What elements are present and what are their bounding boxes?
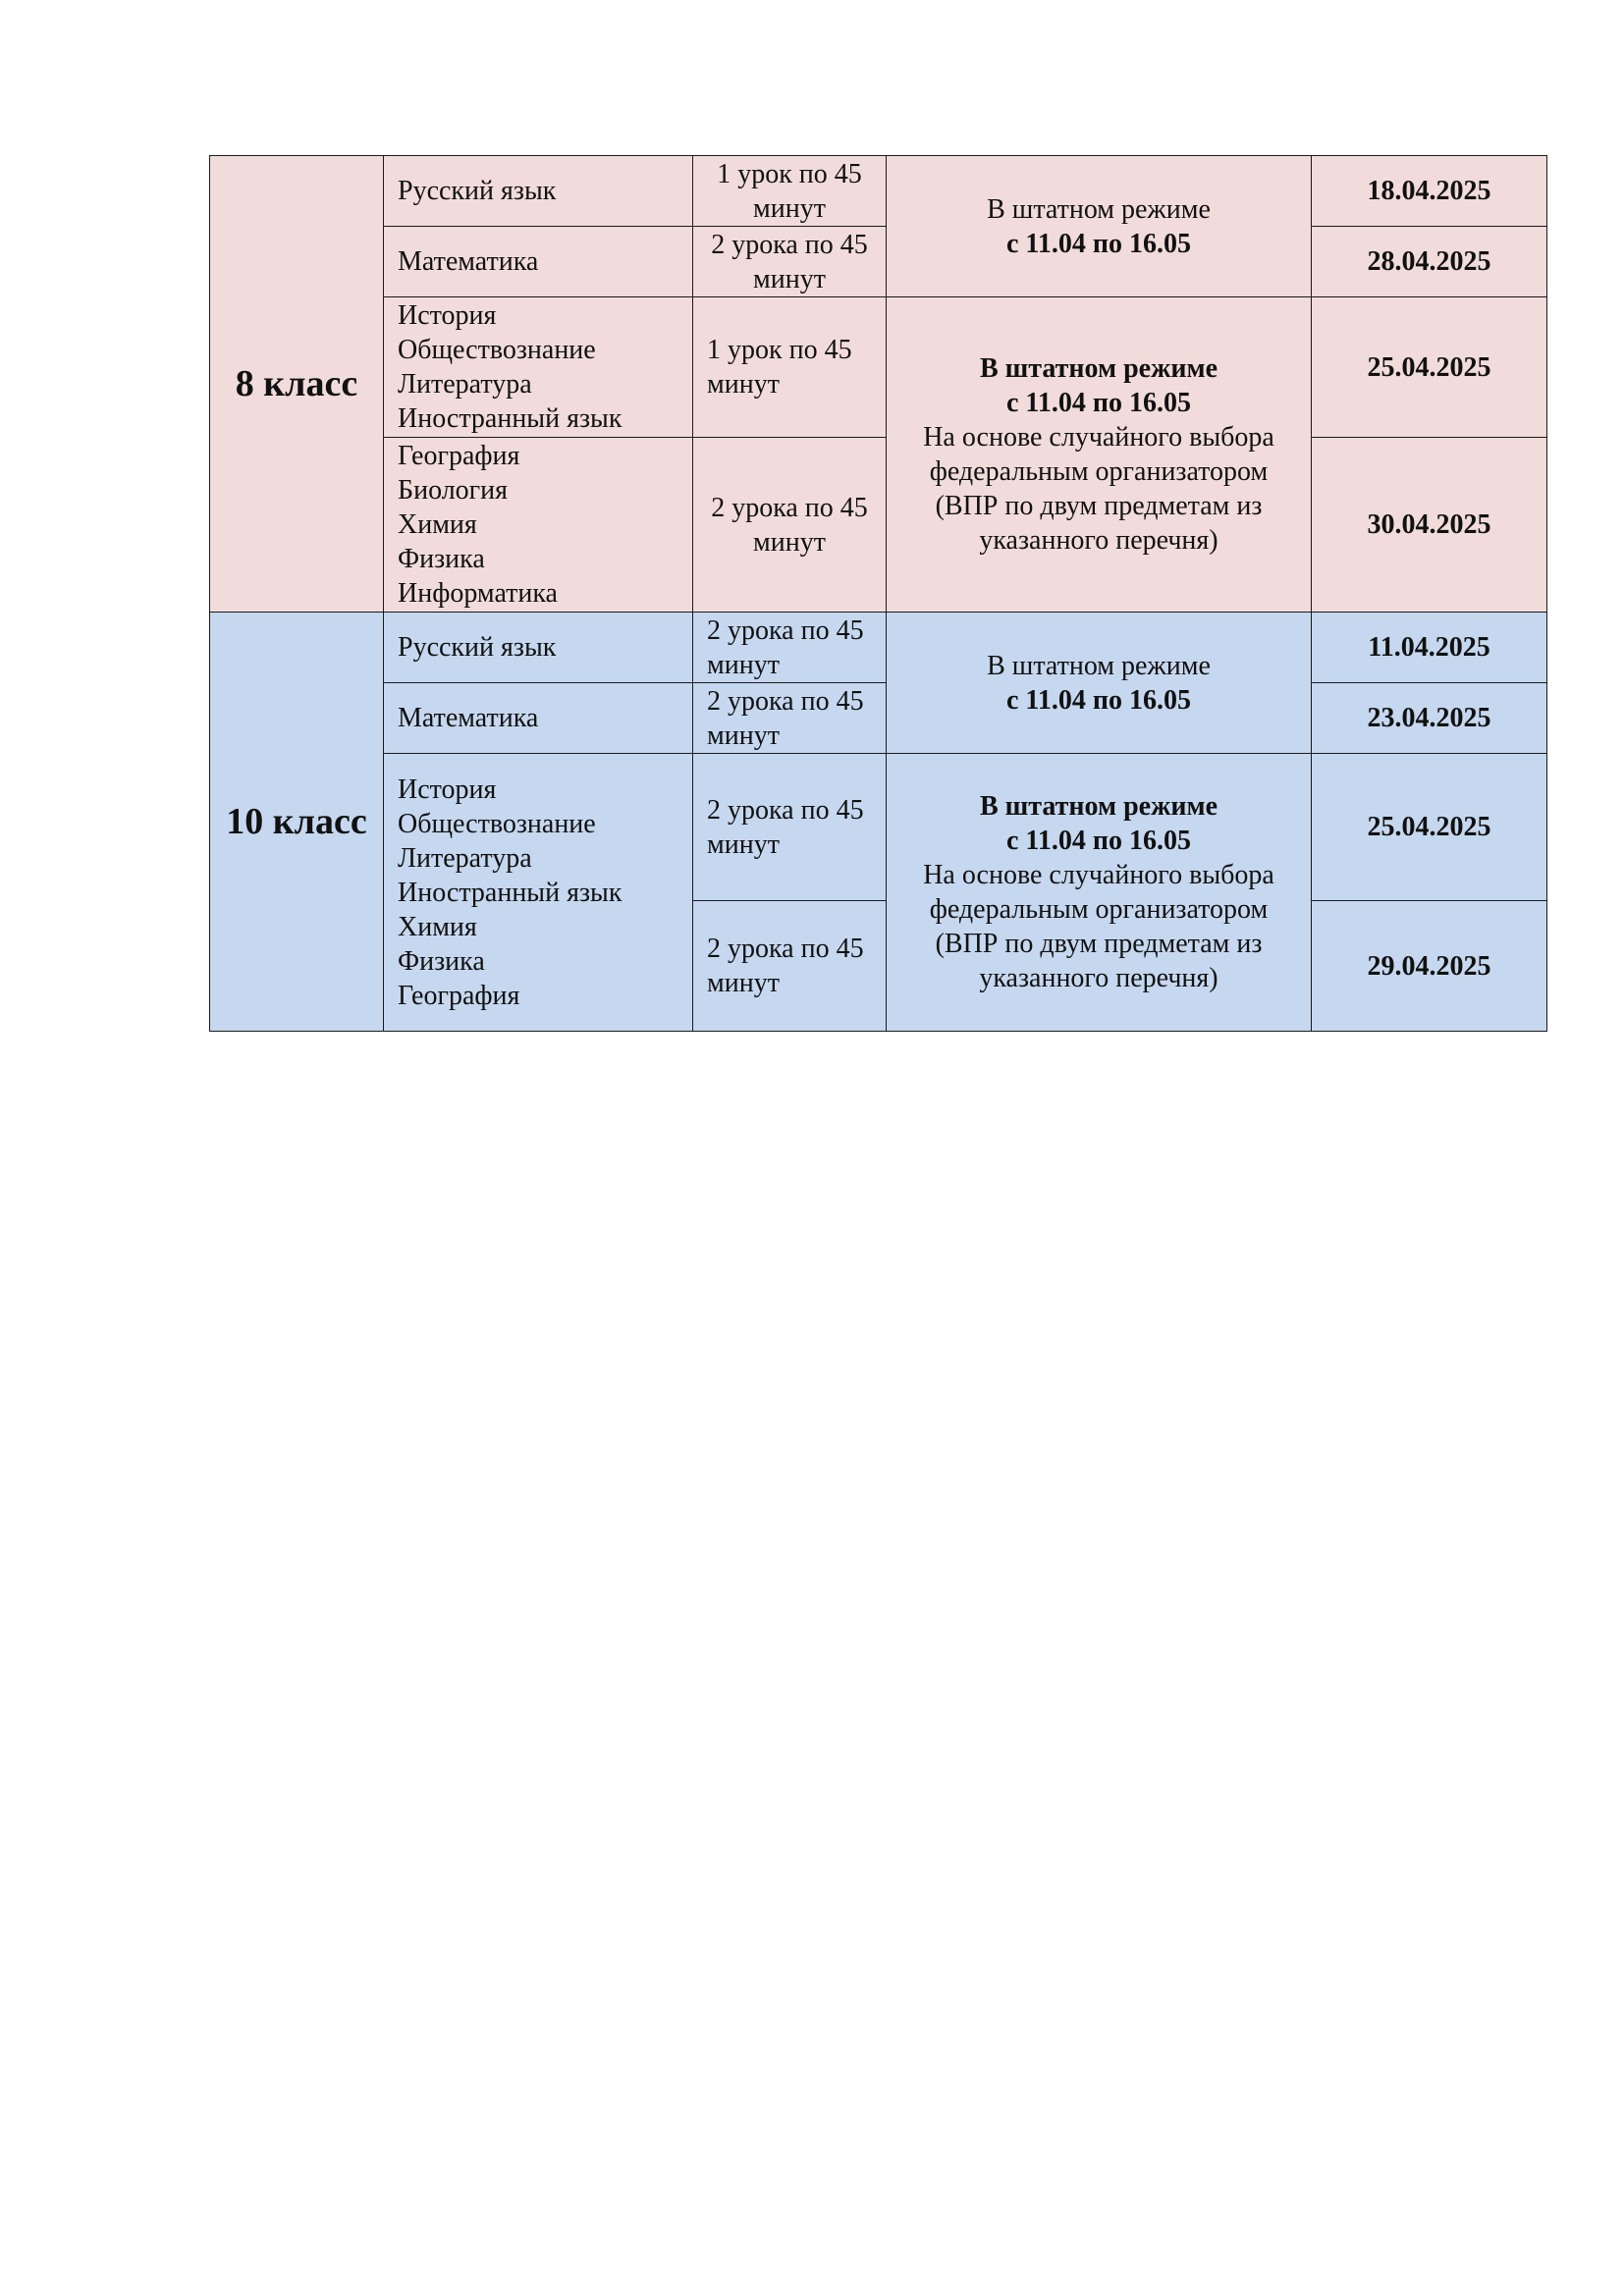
mode-period: с 11.04 по 16.05 <box>1005 684 1191 716</box>
mode-note: (ВПР по двум предметам из <box>935 491 1263 521</box>
date-cell: 30.04.2025 <box>1312 438 1547 613</box>
subject-name: Химия <box>398 509 477 540</box>
duration-cell: 2 урока по 45 минут <box>693 683 887 754</box>
duration-cell: 1 урок по 45 минут <box>693 297 887 438</box>
mode-note: На основе случайного выбора <box>923 860 1274 890</box>
mode-period: с 11.04 по 16.05 <box>1005 228 1191 259</box>
subject-name: Иностранный язык <box>398 403 623 434</box>
subject-cell <box>384 297 693 438</box>
mode-cell <box>887 613 1312 754</box>
subject-name: История <box>398 300 497 331</box>
subject-cell <box>384 683 693 754</box>
duration-cell: 2 урока по 45 минут <box>693 227 887 297</box>
subject-name: Обществознание <box>398 335 596 365</box>
duration-cell: 2 урока по 45 минут <box>693 438 887 613</box>
vpr-schedule-table <box>209 155 1547 1032</box>
subject-name: Литература <box>398 842 532 874</box>
subject-name: Химия <box>398 911 477 942</box>
table-row <box>210 438 1547 613</box>
table-row <box>210 156 1547 227</box>
table-row <box>210 297 1547 438</box>
subject-cell <box>384 227 693 297</box>
mode-period: с 11.04 по 16.05 <box>1005 826 1191 856</box>
grade-label: 8 класс <box>210 156 384 613</box>
mode-period: с 11.04 по 16.05 <box>1005 388 1191 418</box>
subject-cell <box>384 613 693 683</box>
mode-note: федеральным организатором <box>929 894 1269 925</box>
table-row <box>210 227 1547 297</box>
date-cell: 25.04.2025 <box>1312 297 1547 438</box>
duration-cell: 2 урока по 45 минут <box>693 613 887 683</box>
date-cell: 18.04.2025 <box>1312 156 1547 227</box>
mode-text: В штатном режиме <box>979 791 1218 822</box>
mode-text: В штатном режиме <box>987 650 1211 681</box>
date-cell: 28.04.2025 <box>1312 227 1547 297</box>
mode-text: В штатном режиме <box>979 353 1218 384</box>
subject-name: Информатика <box>398 578 558 609</box>
date-cell: 29.04.2025 <box>1312 901 1547 1032</box>
subject-name: География <box>398 980 520 1011</box>
duration-cell: 2 урока по 45 минут <box>693 754 887 901</box>
subject-name: Русский язык <box>398 176 557 206</box>
subject-cell <box>384 754 693 1032</box>
subject-name: Обществознание <box>398 808 596 839</box>
mode-note: указанного перечня) <box>979 963 1218 993</box>
subject-name: История <box>398 774 497 805</box>
subject-name: География <box>398 441 520 471</box>
subject-name: Математика <box>398 246 539 277</box>
subject-name: Литература <box>398 369 532 400</box>
grade-label: 10 класс <box>210 613 384 1032</box>
mode-cell <box>887 297 1312 613</box>
date-cell: 23.04.2025 <box>1312 683 1547 754</box>
mode-cell <box>887 156 1312 297</box>
mode-note: федеральным организатором <box>929 456 1269 487</box>
subject-cell <box>384 438 693 613</box>
mode-note: На основе случайного выбора <box>923 422 1274 453</box>
duration-cell: 1 урок по 45 минут <box>693 156 887 227</box>
date-cell: 25.04.2025 <box>1312 754 1547 901</box>
subject-name: Русский язык <box>398 632 557 663</box>
table-row <box>210 613 1547 683</box>
date-cell: 11.04.2025 <box>1312 613 1547 683</box>
subject-name: Физика <box>398 544 485 574</box>
table-row <box>210 683 1547 754</box>
mode-text: В штатном режиме <box>987 193 1211 225</box>
subject-name: Физика <box>398 945 485 977</box>
subject-name: Иностранный язык <box>398 877 623 908</box>
mode-note: (ВПР по двум предметам из <box>935 929 1263 959</box>
mode-cell <box>887 754 1312 1032</box>
duration-cell: 2 урока по 45 минут <box>693 901 887 1032</box>
subject-cell <box>384 156 693 227</box>
subject-name: Математика <box>398 703 539 733</box>
subject-name: Биология <box>398 475 509 506</box>
table-row <box>210 754 1547 901</box>
mode-note: указанного перечня) <box>979 525 1218 556</box>
